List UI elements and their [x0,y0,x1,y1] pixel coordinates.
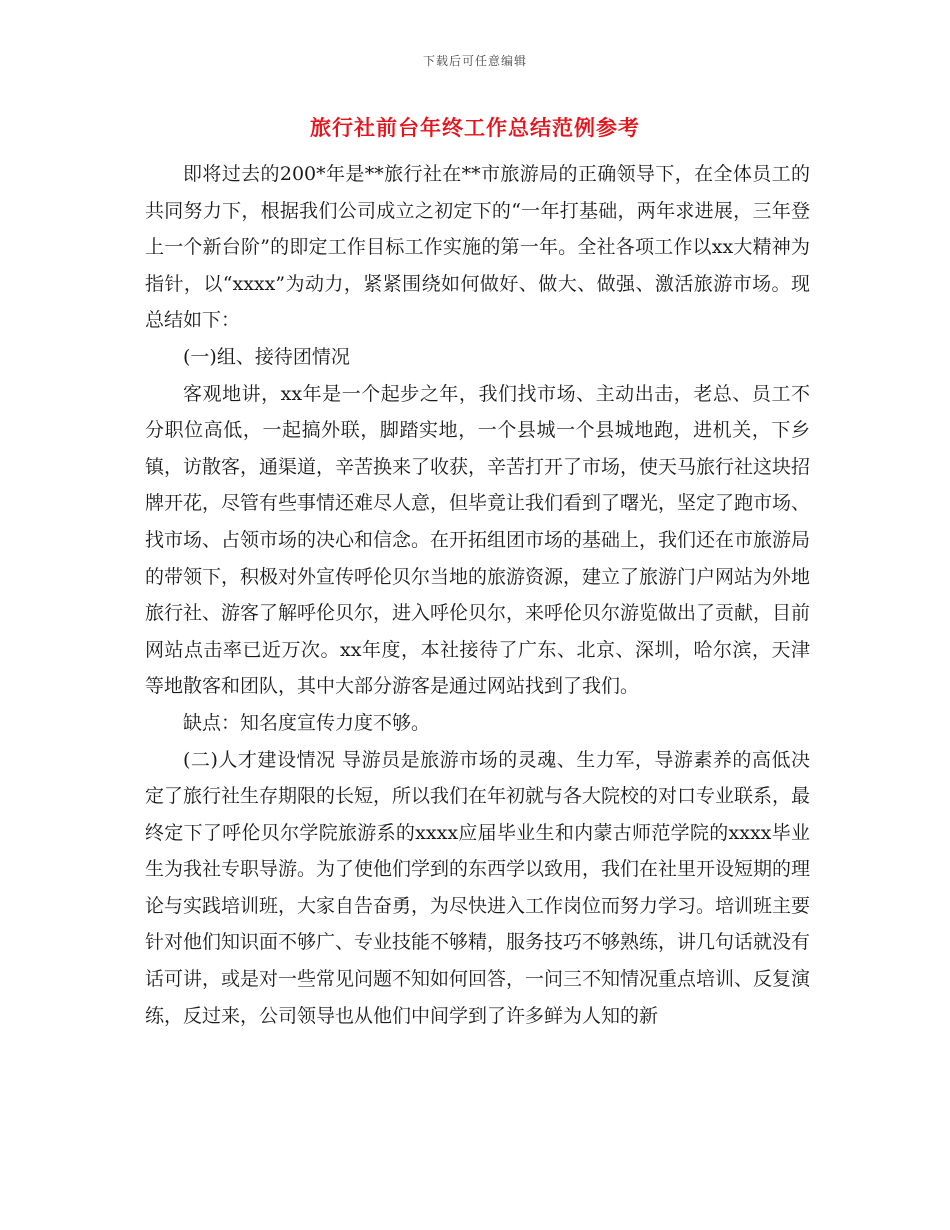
document-body [145,156,810,1034]
paragraph-section-2: (二)人才建设情况 导游员是旅游市场的灵魂、生力军，导游素养的高低决定了旅行社生存期限的长短，所以我们在年初就与各大院校的对口专业联系，最终定下了呼伦贝尔学院旅游系的xxxx应届毕业生和内蒙古师范学院的xxxx毕业生为我社专职导游。为了使他们学到的东西学以致用，我们在社里开设短期的理论与实践培训班，大家自告奋勇，为尽快进入工作岗位而努力学习。培训班主要针对他们知识面不够广、专业技能不够精，服务技巧不够熟练，讲几句话就没有话可讲，或是对一些常见问题不知如何回答，一问三不知情况重点培训、反复演练，反过来，公司领导也从他们中间学到了许多鲜为人知的新 [145,748,811,1027]
paragraph-intro: 即将过去的200*年是**旅行社在**市旅游局的正确领导下，在全体员工的共同努力下，根据我们公司成立之初定下的“一年打基础，两年求进展，三年登上一个新台阶”的即定工作目标工作实施的第一年。全社各项工作以xx大精神为指针，以“xxxx”为动力，紧紧围绕如何做好、做大、做强、激活旅游市场。现总结如下： [145,163,810,332]
header-note: 下载后可任意编辑 [422,54,527,68]
paragraph-section-1: 客观地讲，xx年是一个起步之年，我们找市场、主动出击，老总、员工不分职位高低，一起搞外联，脚踏实地，一个县城一个县城地跑，进机关，下乡镇，访散客，通渠道，辛苦换来了收获，辛苦打开了市场，使天马旅行社这块招牌开花，尽管有些事情还难尽人意，但毕竟让我们看到了曙光，坚定了跑市场、找市场、占领市场的决心和信念。在开拓组团市场的基础上，我们还在市旅游局的带领下，积极对外宣传呼伦贝尔当地的旅游资源，建立了旅游门户网站为外地旅行社、游客了解呼伦贝尔，进入呼伦贝尔，来呼伦贝尔游览做出了贡献，目前网站点击率已近万次。xx年度，本社接待了广东、北京、深圳，哈尔滨，天津等地散客和团队，其中大部分游客是通过网站找到了我们。 [145,382,811,698]
section-heading-1: (一)组、接待团情况 [183,345,350,368]
document-title: 旅行社前台年终工作总结范例参考 [310,115,640,140]
paragraph-shortcoming: 缺点：知名度宣传力度不够。 [183,711,431,734]
